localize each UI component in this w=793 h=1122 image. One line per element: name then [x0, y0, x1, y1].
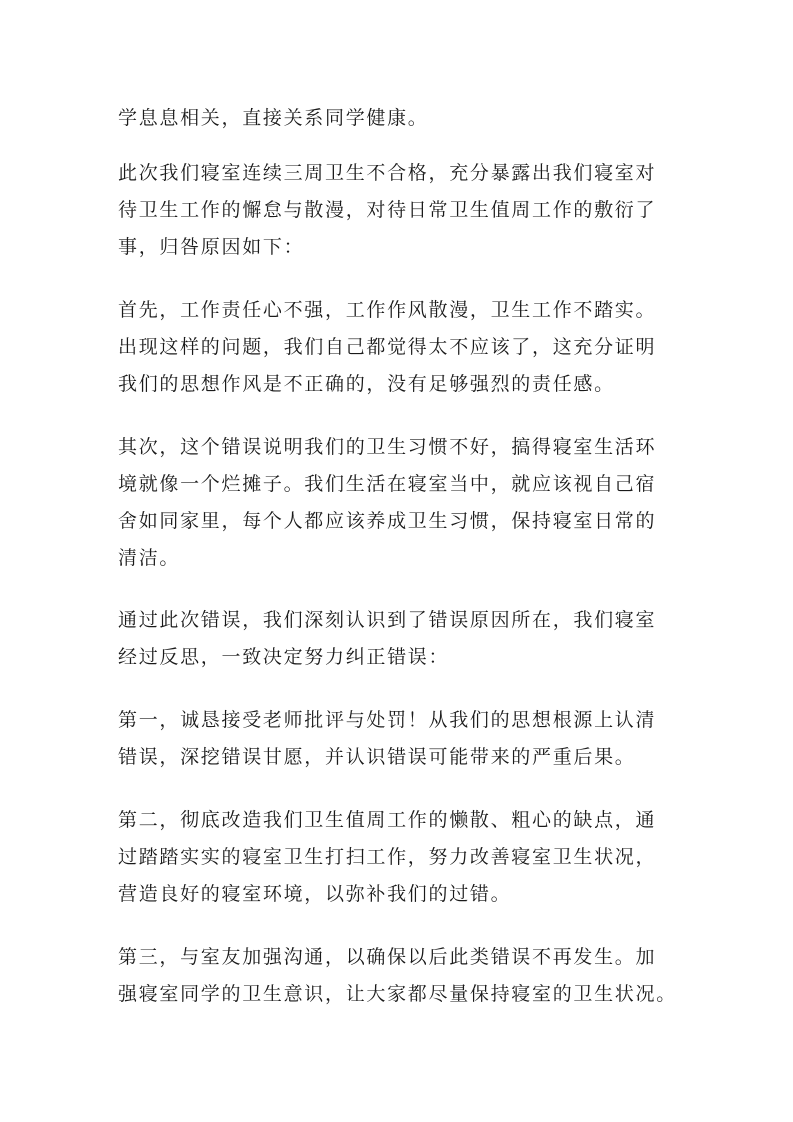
- paragraph-line: 境就像一个烂摊子。我们生活在寝室当中，就应该视自己宿: [118, 473, 657, 495]
- paragraph-8: [118, 939, 688, 1013]
- paragraph-line: 第一，诚恳接受老师批评与处罚！从我们的思想根源上认清: [118, 709, 657, 731]
- paragraph-line: 第二，彻底改造我们卫生值周工作的懒散、粗心的缺点，通: [118, 809, 657, 831]
- paragraph-line: 我们的思想作风是不正确的，没有足够强烈的责任感。: [118, 373, 615, 395]
- paragraph-line: 第三，与室友加强沟通，以确保以后此类错误不再发生。加: [118, 946, 657, 968]
- paragraph-7: [118, 802, 688, 913]
- paragraph-line: 事，归咎原因如下：: [118, 236, 305, 258]
- paragraph-line: 强寝室同学的卫生意识，让大家都尽量保持寝室的卫生状况。: [118, 983, 677, 1005]
- paragraph-2: [118, 155, 688, 266]
- paragraph-line: 过踏踏实实的寝室卫生打扫工作，努力改善寝室卫生状况，: [118, 846, 657, 868]
- paragraph-line: 此次我们寝室连续三周卫生不合格，充分暴露出我们寝室对: [118, 162, 657, 184]
- paragraph-line: 出现这样的问题，我们自己都觉得太不应该了，这充分证明: [118, 336, 657, 358]
- paragraph-line: 首先，工作责任心不强，工作作风散漫，卫生工作不踏实。: [118, 299, 657, 321]
- paragraph-3: [118, 292, 688, 403]
- paragraph-5: [118, 602, 688, 676]
- paragraph-line: 其次，这个错误说明我们的卫生习惯不好，搞得寝室生活环: [118, 436, 657, 458]
- paragraph-4: [118, 429, 688, 577]
- paragraph-line: 错误，深挖错误甘愿，并认识错误可能带来的严重后果。: [118, 746, 636, 768]
- paragraph-line: 经过反思，一致决定努力纠正错误：: [118, 646, 450, 668]
- paragraph-line: 待卫生工作的懈怠与散漫，对待日常卫生值周工作的敷衍了: [118, 199, 657, 221]
- paragraph-6: [118, 702, 688, 776]
- paragraph-line: 通过此次错误，我们深刻认识到了错误原因所在，我们寝室: [118, 609, 657, 631]
- paragraph-line: 学息息相关，直接关系同学健康。: [118, 107, 429, 129]
- paragraph-line: 清洁。: [118, 547, 181, 569]
- paragraph-line: 舍如同家里，每个人都应该养成卫生习惯，保持寝室日常的: [118, 510, 657, 532]
- paragraph-1: [118, 100, 688, 137]
- paragraph-line: 营造良好的寝室环境，以弥补我们的过错。: [118, 883, 512, 905]
